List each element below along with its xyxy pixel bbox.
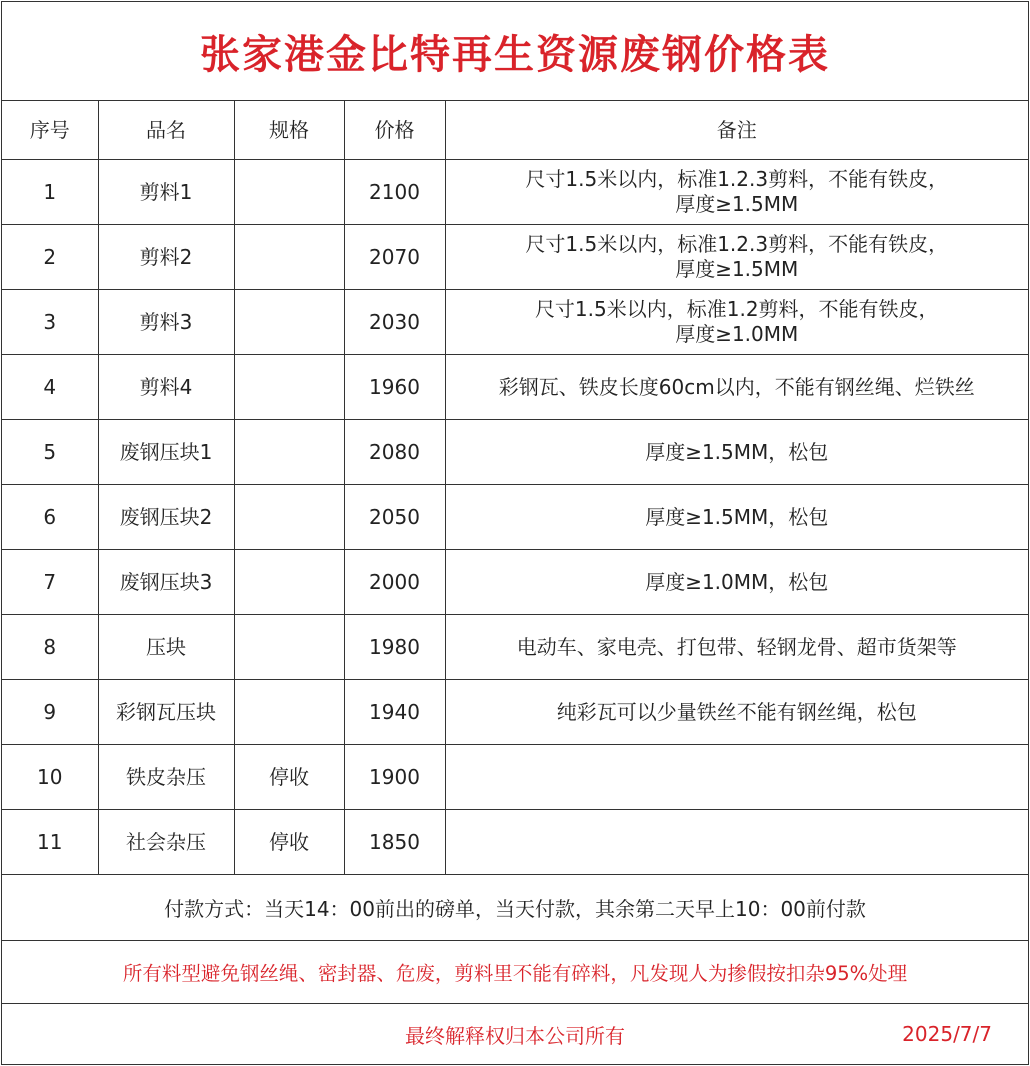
cell-note [445,680,1028,745]
cell-spec: 停收 [234,810,344,875]
header-note: 备注 [445,101,1028,160]
cell-note [445,810,1028,875]
footer [2,1004,1028,1064]
note-line: 厚度≥1.5MM [675,192,799,216]
cell-price: 2070 [344,225,445,290]
rights-statement: 最终解释权归本公司所有 [405,1023,625,1048]
note-line: 电动车、家电壳、打包带、轻钢龙骨、超市货架等 [516,634,957,659]
table-row [2,160,1028,225]
quality-warning: 所有料型避免钢丝绳、密封器、危废，剪料里不能有碎料，凡发现人为掺假按扣杂95%处理 [2,941,1028,1004]
cell-note [445,745,1028,810]
cell-price: 2100 [344,160,445,225]
header-index: 序号 [2,101,98,160]
note-line: 纯彩瓦可以少量铁丝不能有钢丝绳，松包 [556,699,917,724]
cell-spec [234,485,344,550]
cell-name: 铁皮杂压 [98,745,234,810]
cell-index: 7 [2,550,98,615]
cell-spec [234,160,344,225]
cell-index: 11 [2,810,98,875]
cell-price: 1850 [344,810,445,875]
note-line: 尺寸1.5米以内，标准1.2.3剪料，不能有铁皮， [525,232,949,256]
header-spec: 规格 [234,101,344,160]
cell-spec [234,290,344,355]
note-line: 厚度≥1.0MM，松包 [645,569,829,594]
note-line: 尺寸1.5米以内，标准1.2.3剪料，不能有铁皮， [525,167,949,191]
cell-note [445,225,1028,290]
cell-price: 1980 [344,615,445,680]
cell-name: 彩钢瓦压块 [98,680,234,745]
price-sheet [1,1,1029,1065]
cell-name: 压块 [98,615,234,680]
cell-index: 10 [2,745,98,810]
cell-spec [234,680,344,745]
table-row [2,615,1028,680]
table-row [2,290,1028,355]
note-line: 厚度≥1.0MM [675,322,799,346]
sheet-title: 张家港金比特再生资源废钢价格表 [2,2,1028,101]
cell-spec: 停收 [234,745,344,810]
cell-note [445,485,1028,550]
price-table-body [2,101,1028,875]
cell-index: 4 [2,355,98,420]
cell-price: 1900 [344,745,445,810]
cell-note [445,550,1028,615]
table-row [2,485,1028,550]
cell-price: 2030 [344,290,445,355]
cell-name: 废钢压块3 [98,550,234,615]
cell-note [445,355,1028,420]
cell-spec [234,615,344,680]
table-row [2,550,1028,615]
cell-index: 2 [2,225,98,290]
cell-spec [234,225,344,290]
note-line: 厚度≥1.5MM，松包 [645,504,829,529]
table-row [2,680,1028,745]
cell-index: 6 [2,485,98,550]
cell-name: 剪料3 [98,290,234,355]
cell-name: 废钢压块2 [98,485,234,550]
issue-date: 2025/7/7 [902,1022,992,1046]
cell-note [445,160,1028,225]
cell-note [445,290,1028,355]
cell-note [445,615,1028,680]
cell-price: 2000 [344,550,445,615]
cell-spec [234,420,344,485]
table-row [2,225,1028,290]
note-line: 厚度≥1.5MM [675,257,799,281]
table-header-row [2,101,1028,160]
cell-index: 9 [2,680,98,745]
cell-name: 剪料2 [98,225,234,290]
note-line: 厚度≥1.5MM，松包 [645,439,829,464]
cell-index: 1 [2,160,98,225]
cell-price: 1960 [344,355,445,420]
cell-spec [234,355,344,420]
payment-terms: 付款方式：当天14：00前出的磅单，当天付款，其余第二天早上10：00前付款 [2,875,1028,941]
cell-note [445,420,1028,485]
header-name: 品名 [98,101,234,160]
cell-price: 2080 [344,420,445,485]
cell-price: 1940 [344,680,445,745]
note-line: 彩钢瓦、铁皮长度60cm以内，不能有钢丝绳、烂铁丝 [498,374,975,399]
note-line: 尺寸1.5米以内，标准1.2剪料，不能有铁皮， [534,297,939,321]
price-table [2,101,1028,875]
table-row [2,810,1028,875]
cell-name: 社会杂压 [98,810,234,875]
cell-spec [234,550,344,615]
cell-price: 2050 [344,485,445,550]
table-row [2,420,1028,485]
table-row [2,745,1028,810]
cell-name: 剪料1 [98,160,234,225]
header-price: 价格 [344,101,445,160]
cell-name: 废钢压块1 [98,420,234,485]
cell-index: 5 [2,420,98,485]
cell-name: 剪料4 [98,355,234,420]
table-row [2,355,1028,420]
cell-index: 8 [2,615,98,680]
cell-index: 3 [2,290,98,355]
